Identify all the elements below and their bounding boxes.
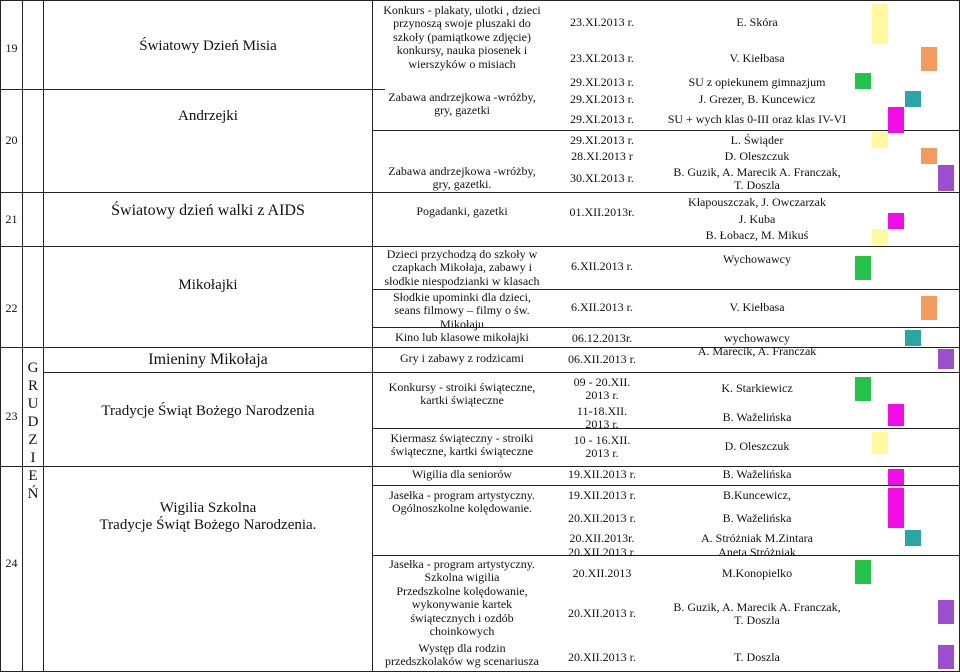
date-cell: 20.XII.2013 r. — [568, 545, 636, 559]
date-cell: 19.XII.2013 r. — [568, 488, 636, 502]
marker-teal — [905, 330, 921, 346]
event-title: Wigilia Szkolna Tradycje Świąt Bożego Narodzenia. — [99, 500, 317, 533]
marker-magenta — [888, 404, 904, 426]
sub-line-e — [372, 485, 960, 486]
group-label: G R U D Z I E Ń — [27, 360, 39, 502]
date-cell: 20.XII.2013 r. — [568, 650, 636, 664]
sub-line-a — [372, 130, 960, 131]
event-title: Światowy Dzień Misia — [139, 38, 277, 54]
marker-yellow — [872, 132, 888, 148]
activity-text: Słodkie upominki dla dzieci, seans filmowy – filmy o św. Mikołaju — [393, 290, 531, 331]
activity-text: Pogadanki, gazetki — [416, 204, 508, 218]
person-cell: B. Guzik, A. Marecik A. Franczak, T. Doszla — [673, 165, 841, 193]
person-cell: wychowawcy — [724, 331, 790, 345]
person-cell: Wychowawcy — [723, 252, 791, 266]
person-cell: V. Kiełbasa — [729, 51, 785, 65]
marker-green — [855, 377, 871, 401]
marker-yellow — [872, 229, 888, 245]
date-cell: 06.XII.2013 r. — [568, 352, 636, 366]
event-title: Tradycje Świąt Bożego Narodzenia — [101, 403, 315, 419]
marker-yellow — [872, 4, 888, 44]
person-cell: M.Konopielko — [721, 566, 793, 580]
person-cell: Aneta Stróżniak — [718, 545, 796, 559]
person-cell: SU z opiekunem gimnazjum — [688, 75, 826, 89]
person-cell: B. Łobacz, M. Mikuś — [705, 228, 809, 242]
row-number: 24 — [5, 556, 18, 570]
marker-purple — [938, 645, 954, 669]
marker-yellow — [872, 432, 888, 454]
event-title: Andrzejki — [178, 108, 238, 124]
activity-text: Jasełka - program artystyczny. Szkolna wigilia — [389, 557, 535, 585]
date-cell: 06.12.2013r. — [571, 331, 633, 345]
row-number: 19 — [5, 41, 18, 55]
person-cell: B. Guzik, A. Marecik A. Franczak, T. Doszla — [673, 600, 841, 628]
person-cell: A. Stróżniak M.Zintara — [701, 531, 813, 545]
activity-text: Gry i zabawy z rodzicami — [400, 351, 524, 365]
row-line-23a — [43, 372, 960, 373]
person-cell: B. Waželińska — [722, 511, 792, 525]
person-cell: E. Skóra — [736, 15, 778, 29]
person-cell: Kłapouszczak, J. Owczarzak — [688, 195, 826, 209]
date-cell: 20.XII.2013 r. — [568, 511, 636, 525]
marker-purple — [938, 600, 954, 624]
date-cell: 20.XII.2013 r. — [568, 606, 636, 620]
event-title: Mikołajki — [178, 277, 238, 293]
person-cell: B. Waželińska — [722, 410, 792, 424]
activity-text: Konkurs - plakaty, ulotki , dzieci przynoszą swoje pluszaki do szkoły (pamiątkowe zdjęcie) konkursy, nauka piosenek i wierszyków o misiach — [383, 3, 541, 71]
marker-green — [855, 560, 871, 584]
row-number: 21 — [5, 212, 18, 226]
marker-orange — [921, 296, 937, 320]
marker-magenta — [888, 107, 904, 133]
num-col-divider — [22, 0, 23, 672]
marker-magenta — [888, 469, 904, 485]
date-cell: 6.XII.2013 r. — [571, 300, 633, 314]
marker-magenta — [888, 488, 904, 528]
activity-text: Jasełka - program artystyczny. Ogólnoszkolne kolędowanie. — [389, 488, 535, 516]
event-title: Imieniny Mikołaja — [148, 351, 268, 368]
person-cell: L. Świąder — [730, 133, 784, 147]
marker-green — [855, 73, 871, 89]
person-cell: J. Kuba — [738, 212, 776, 226]
person-cell: T. Doszla — [734, 650, 780, 664]
person-cell: SU + wych klas 0-III oraz klas IV-VI — [667, 112, 847, 126]
person-cell: B. Waželińska — [722, 467, 792, 481]
border-left — [0, 0, 1, 672]
person-cell: D. Oleszczuk — [724, 439, 790, 453]
date-cell: 20.XII.2013r. — [569, 531, 635, 545]
date-cell: 23.XI.2013 r. — [570, 15, 634, 29]
marker-purple — [938, 165, 954, 191]
activity-text: Przedszkolne kolędowanie, wykonywanie kartek świątecznych i ozdób choinkowych — [396, 584, 528, 639]
marker-teal — [905, 530, 921, 546]
activity-text: Zabawa andrzejkowa -wróżby, gry, gazetki. — [388, 164, 536, 192]
person-cell: A. Marecik, A. Franczak — [697, 344, 817, 358]
marker-teal — [905, 91, 921, 107]
activity-text: Dzieci przychodzą do szkoły w czapkach Mikołaja, zabawy i słodkie niespodzianki w klasach — [384, 247, 540, 288]
marker-orange — [921, 47, 937, 71]
date-cell: 30.XI.2013 r. — [570, 171, 634, 185]
date-cell: 29.XI.2013 r. — [570, 75, 634, 89]
date-cell: 20.XII.2013 — [572, 566, 632, 580]
activity-text: Występ dla rodzin przedszkolaków wg scenariusza — [385, 641, 539, 669]
activity-text: Kino lub klasowe mikołajki — [395, 330, 529, 344]
date-cell: 10 - 16.XII. 2013 r. — [573, 433, 631, 461]
date-cell: 09 - 20.XII. 2013 r. — [573, 375, 631, 403]
activity-text: Wigilia dla seniorów — [411, 467, 513, 481]
activity-text: Kiermasz świąteczny - stroiki świąteczne, kartki świąteczne — [390, 431, 534, 459]
activity-text: Zabawa andrzejkowa -wróżby, gry, gazetki — [388, 90, 536, 118]
marker-purple — [938, 349, 954, 369]
person-cell: V. Kiełbasa — [729, 300, 785, 314]
activity-text: Konkursy - stroiki świąteczne, kartki świąteczne — [388, 380, 536, 408]
date-cell: 28.XI.2013 r — [571, 149, 633, 163]
date-cell: 01.XII.2013r. — [569, 205, 635, 219]
date-cell: 6.XII.2013 r. — [571, 259, 633, 273]
event-title: Światowy dzień walki z AIDS — [111, 202, 305, 219]
person-cell: B.Kuncewicz, — [723, 488, 791, 502]
date-cell: 11-18.XII. 2013 r. — [576, 404, 628, 432]
border-top — [0, 0, 960, 1]
date-cell: 19.XII.2013 r. — [568, 467, 636, 481]
date-cell: 29.XI.2013 r. — [570, 112, 634, 126]
row-number: 22 — [5, 301, 18, 315]
date-cell: 29.XI.2013 r. — [570, 92, 634, 106]
person-cell: K. Starkiewicz — [721, 381, 793, 395]
date-cell: 29.XI.2013 r. — [570, 133, 634, 147]
marker-orange — [921, 148, 937, 164]
marker-magenta — [888, 213, 904, 229]
person-cell: D. Oleszczuk — [724, 149, 790, 163]
person-cell: J. Grezer, B. Kuncewicz — [698, 92, 816, 106]
group-col-divider — [43, 0, 44, 672]
row-number: 23 — [5, 409, 18, 423]
date-cell: 23.XI.2013 r. — [570, 51, 634, 65]
sub-line-d — [372, 428, 960, 429]
row-number: 20 — [5, 133, 18, 147]
marker-green — [855, 256, 871, 280]
row-line-19 — [0, 89, 385, 90]
